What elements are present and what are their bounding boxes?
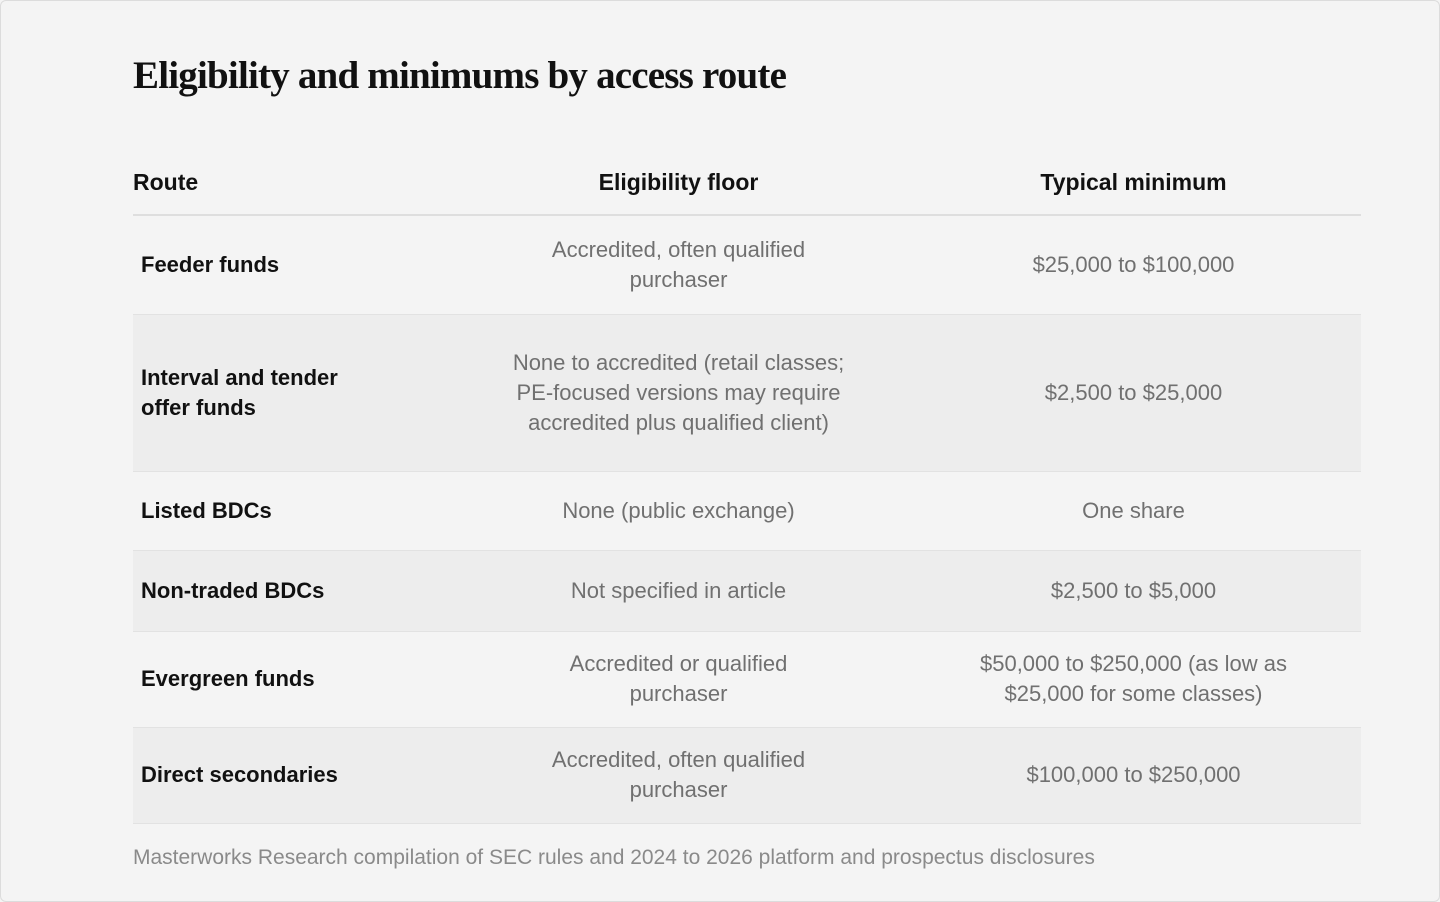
minimum-value: $25,000 to $100,000 (1032, 251, 1235, 277)
route-cell (133, 550, 451, 631)
minimum-value: $100,000 to $250,000 (1026, 762, 1241, 787)
column-header-eligibility: Eligibility floor (451, 151, 906, 215)
minimum-cell (906, 727, 1361, 823)
minimum-value: $2,500 to $5,000 (1050, 577, 1217, 603)
route-label: Non-traded BDCs (141, 577, 325, 603)
route-label: Interval and tender offer funds (141, 364, 338, 420)
minimum-cell (906, 471, 1361, 550)
eligibility-value: None to accredited (retail classes; PE-focused versions may require accredited plus qualified client) (512, 349, 845, 435)
column-header-minimum: Typical minimum (906, 151, 1361, 215)
eligibility-cell (451, 471, 906, 550)
minimum-value: $2,500 to $25,000 (1044, 379, 1223, 405)
route-label: Listed BDCs (141, 497, 272, 523)
eligibility-table (133, 151, 1361, 824)
source-note: Masterworks Research compilation of SEC rules and 2024 to 2026 platform and prospectus disclosures (133, 846, 1095, 869)
table-row (133, 471, 1361, 550)
minimum-value: One share (1082, 497, 1185, 523)
minimum-cell (906, 550, 1361, 631)
minimum-cell (906, 215, 1361, 314)
eligibility-cell (451, 215, 906, 314)
table-header (133, 151, 1361, 215)
column-header-route: Route (133, 151, 451, 215)
eligibility-value: Not specified in article (570, 577, 787, 603)
route-label: Evergreen funds (141, 666, 315, 691)
page-title: Eligibility and minimums by access route (133, 54, 787, 97)
route-cell (133, 314, 451, 471)
minimum-value: $50,000 to $250,000 (as low as $25,000 for some classes) (979, 651, 1287, 706)
route-label: Feeder funds (141, 251, 280, 277)
header-row (133, 151, 1361, 215)
eligibility-value: Accredited or qualified purchaser (569, 651, 788, 706)
minimum-cell (906, 631, 1361, 727)
table-body (133, 215, 1361, 823)
table-row (133, 314, 1361, 471)
eligibility-cell (451, 550, 906, 631)
minimum-cell (906, 314, 1361, 471)
eligibility-cell (451, 727, 906, 823)
route-label: Direct secondaries (141, 762, 338, 787)
eligibility-cell (451, 631, 906, 727)
eligibility-value: Accredited, often qualified purchaser (551, 747, 806, 802)
table-row (133, 550, 1361, 631)
route-cell (133, 471, 451, 550)
table-row (133, 215, 1361, 314)
table-row (133, 631, 1361, 727)
eligibility-value: None (public exchange) (562, 497, 795, 523)
eligibility-value: Accredited, often qualified purchaser (551, 236, 806, 292)
table-row (133, 727, 1361, 823)
route-cell (133, 631, 451, 727)
eligibility-cell (451, 314, 906, 471)
route-cell (133, 727, 451, 823)
route-cell (133, 215, 451, 314)
